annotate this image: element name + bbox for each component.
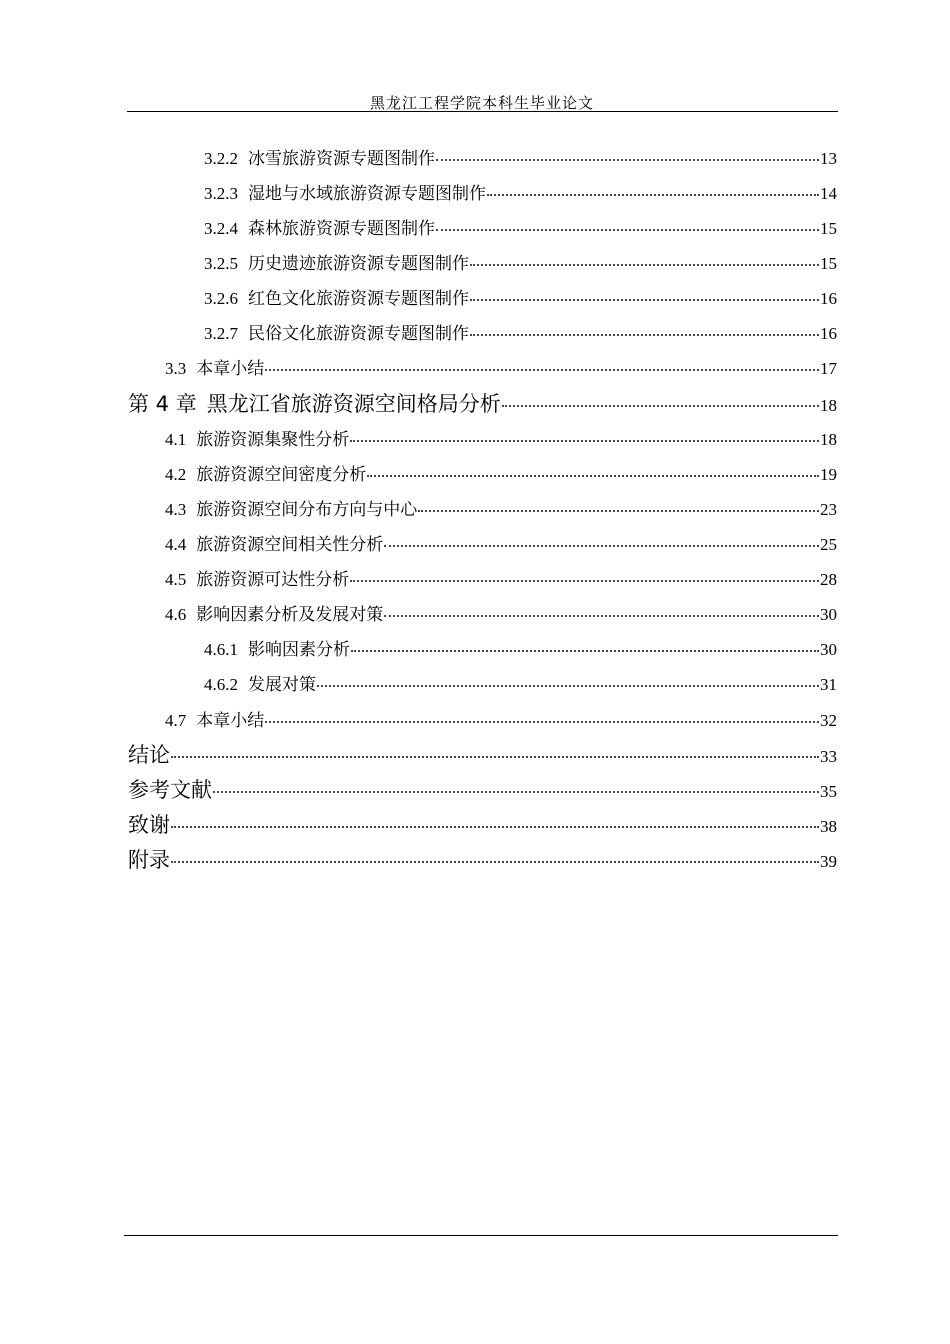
toc-entry-title: 旅游资源可达性分析 [196, 570, 350, 590]
toc-entry-page: 25 [820, 535, 837, 554]
toc-entry-title: 旅游资源空间相关性分析 [196, 535, 384, 555]
toc-entry-title: 本章小结 [196, 359, 265, 379]
toc-entry-number: 4.6.1 [204, 640, 238, 659]
toc-entry-page: 32 [820, 711, 837, 730]
toc-entry-page: 18 [820, 430, 837, 449]
dot-leader [171, 861, 819, 863]
toc-entry-title: 湿地与水域旅游资源专题图制作 [248, 184, 486, 204]
dot-leader [502, 405, 819, 407]
toc-entry-number: 3.2.7 [204, 324, 238, 343]
toc-entry-title: 影响因素分析 [248, 640, 350, 660]
toc-entry-title: 历史遗迹旅游资源专题图制作 [248, 254, 469, 274]
toc-entry-page: 38 [820, 817, 837, 836]
toc-entry-title: 影响因素分析及发展对策 [196, 605, 384, 625]
toc-entry-page: 28 [820, 570, 837, 589]
dot-leader [470, 264, 819, 266]
toc-entry-title: 本章小结 [196, 711, 265, 731]
toc-entry-page: 31 [820, 675, 837, 694]
toc-entry-number: 4.4 [165, 535, 187, 554]
toc-entry[interactable] [165, 530, 837, 555]
dot-leader [470, 334, 819, 336]
dot-leader [367, 475, 819, 477]
toc-entry-number: 4.3 [165, 500, 187, 519]
toc-entry-page: 30 [820, 640, 837, 659]
toc-entry-title: 旅游资源集聚性分析 [196, 430, 350, 450]
dot-leader [351, 650, 819, 652]
toc-entry-title: 民俗文化旅游资源专题图制作 [248, 324, 469, 344]
toc-entry-number: 4.1 [165, 430, 187, 449]
dot-leader [418, 510, 819, 512]
toc-entry-page: 15 [820, 219, 837, 238]
toc-entry-page: 23 [820, 500, 837, 519]
dot-leader [171, 826, 819, 828]
toc-chapter-entry[interactable] [128, 774, 837, 804]
toc-entry[interactable] [204, 249, 837, 274]
toc-entry-number: 第 4 章 [128, 392, 197, 416]
toc-entry-title: 红色文化旅游资源专题图制作 [248, 289, 469, 309]
toc-entry-number: 4.5 [165, 570, 187, 589]
dot-leader [213, 791, 819, 793]
toc-entry[interactable] [204, 635, 837, 660]
header-divider [127, 111, 838, 112]
toc-entry[interactable] [165, 354, 837, 379]
toc-entry-page: 18 [820, 396, 837, 415]
toc-entry[interactable] [165, 706, 837, 731]
toc-entry-page: 13 [820, 149, 837, 168]
toc-entry-number: 3.2.2 [204, 149, 238, 168]
toc-entry-page: 16 [820, 289, 837, 308]
toc-entry[interactable] [165, 425, 837, 450]
toc-chapter-entry[interactable] [128, 388, 837, 418]
toc-entry-number: 4.2 [165, 465, 187, 484]
toc-entry[interactable] [204, 179, 837, 204]
dot-leader [436, 229, 819, 231]
toc-entry-number: 3.2.6 [204, 289, 238, 308]
dot-leader [350, 440, 819, 442]
toc-entry-title: 冰雪旅游资源专题图制作 [248, 149, 435, 169]
toc-entry-page: 15 [820, 254, 837, 273]
toc-entry-page: 14 [820, 184, 837, 203]
toc-entry-title: 结论 [128, 743, 170, 767]
toc-entry-number: 3.2.3 [204, 184, 238, 203]
toc-entry-page: 16 [820, 324, 837, 343]
footer-divider [124, 1235, 838, 1236]
toc-entry[interactable] [165, 495, 837, 520]
toc-entry-number: 3.2.4 [204, 219, 238, 238]
dot-leader [470, 299, 819, 301]
toc-entry[interactable] [204, 214, 837, 239]
toc-entry-number: 4.6 [165, 605, 187, 624]
toc-entry-number: 4.6.2 [204, 675, 238, 694]
dot-leader [171, 756, 819, 758]
toc-entry-title: 参考文献 [128, 778, 212, 802]
dot-leader [384, 545, 819, 547]
toc-entry-page: 17 [820, 359, 837, 378]
toc-entry-number: 3.3 [165, 359, 187, 378]
toc-entry-title: 森林旅游资源专题图制作 [248, 219, 435, 239]
toc-entry-title: 致谢 [128, 813, 170, 837]
toc-entry-title: 附录 [128, 848, 170, 872]
toc-entry-number: 4.7 [165, 711, 187, 730]
toc-entry[interactable] [204, 284, 837, 309]
dot-leader [317, 685, 819, 687]
toc-entry-title: 旅游资源空间密度分析 [196, 465, 367, 485]
toc-entry-title: 黑龙江省旅游资源空间格局分析 [206, 392, 501, 416]
toc-entry[interactable] [165, 460, 837, 485]
toc-entry-page: 35 [820, 782, 837, 801]
toc-entry-title: 发展对策 [248, 675, 316, 695]
toc-entry[interactable] [204, 144, 837, 169]
toc-entry[interactable] [165, 565, 837, 590]
toc-entry-number: 3.2.5 [204, 254, 238, 273]
toc-chapter-entry[interactable] [128, 844, 837, 874]
toc-chapter-entry[interactable] [128, 809, 837, 839]
dot-leader [350, 580, 819, 582]
toc-entry-page: 30 [820, 605, 837, 624]
dot-leader [436, 159, 819, 161]
toc-entry[interactable] [165, 600, 837, 625]
toc-entry-page: 39 [820, 852, 837, 871]
dot-leader [384, 615, 819, 617]
dot-leader [487, 194, 819, 196]
toc-entry-title: 旅游资源空间分布方向与中心 [196, 500, 418, 520]
toc-entry-page: 19 [820, 465, 837, 484]
page-header-title: 黑龙江工程学院本科生毕业论文 [369, 94, 594, 112]
toc-entry[interactable] [204, 319, 837, 344]
dot-leader [265, 721, 819, 723]
toc-chapter-entry[interactable] [128, 739, 837, 769]
dot-leader [265, 369, 819, 371]
toc-entry[interactable] [204, 670, 837, 695]
toc-entry-page: 33 [820, 747, 837, 766]
